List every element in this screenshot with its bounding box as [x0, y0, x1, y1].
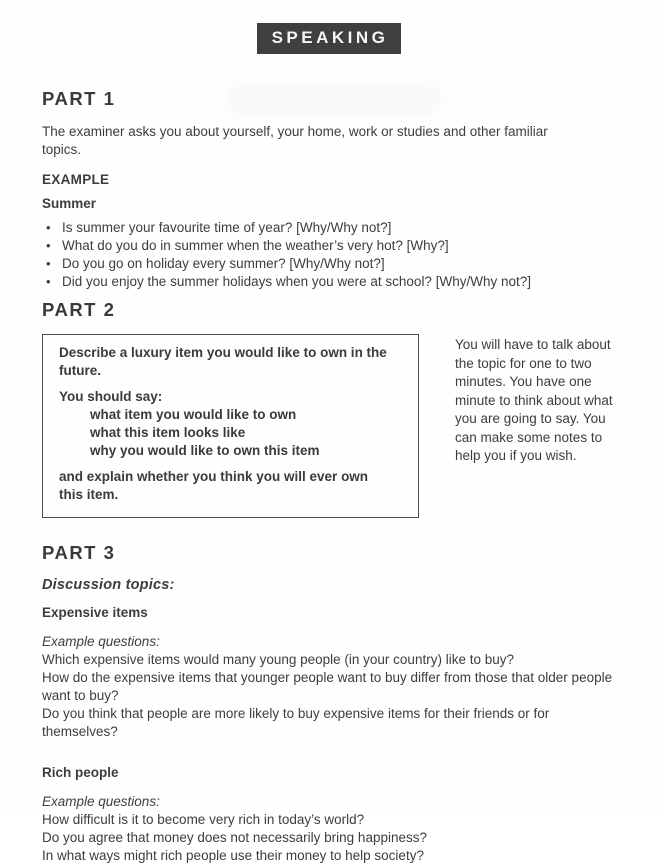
discussion-question: Do you agree that money does not necessarily bring happiness? [42, 830, 427, 845]
question-block [42, 633, 626, 741]
cue-card-point: what item you would like to own [90, 407, 297, 422]
part2-row [42, 334, 626, 518]
part3-section [42, 542, 626, 865]
part1-section [42, 88, 626, 291]
discussion-question: Which expensive items would many young people (in your country) like to buy? [42, 652, 514, 667]
cue-card-task: Describe a luxury item you would like to own in the future. [59, 345, 387, 378]
discussion-topics-label: Discussion topics: [42, 577, 175, 593]
topic-name: Expensive items [42, 605, 148, 620]
question-text: Did you enjoy the summer holidays when you were at school? [Why/Why not?] [62, 274, 531, 289]
part1-question [42, 237, 622, 255]
discussion-question: In what ways might rich people use their money to help society? [42, 848, 424, 863]
topic-block-expensive-items [42, 605, 626, 741]
part1-example-label: EXAMPLE [42, 172, 110, 187]
banner-row [42, 23, 616, 54]
part3-title: PART 3 [42, 542, 116, 563]
part1-question [42, 219, 622, 237]
part2-title: PART 2 [42, 299, 116, 320]
example-questions-label: Example questions: [42, 634, 160, 649]
topic-block-rich-people [42, 765, 626, 865]
part1-question [42, 273, 622, 291]
cue-card-say-label: You should say: [59, 389, 163, 404]
part1-question [42, 255, 622, 273]
part1-title: PART 1 [42, 88, 116, 109]
cue-card-point: what this item looks like [90, 425, 246, 440]
question-block [42, 793, 626, 865]
cue-card-point: why you would like to own this item [90, 443, 320, 458]
discussion-question: Do you think that people are more likely to buy expensive items for their friends or for themselves? [42, 706, 550, 739]
speaking-banner: SPEAKING [257, 23, 402, 54]
cue-card-points [59, 406, 402, 460]
part2-instructions: You will have to talk about the topic for one to two minutes. You have one minute to think about what you are going to say. You can make some notes to help you if you wish. [455, 337, 613, 463]
discussion-question: How do the expensive items that younger people want to buy differ from those that older people want to buy? [42, 670, 613, 703]
example-questions-label: Example questions: [42, 794, 160, 809]
cue-card [42, 334, 419, 518]
question-text: Do you go on holiday every summer? [Why/Why not?] [62, 256, 385, 271]
part1-question-list [42, 219, 626, 291]
part1-intro: The examiner asks you about yourself, your home, work or studies and other familiar topics. [42, 124, 548, 157]
question-text: What do you do in summer when the weather’s very hot? [Why?] [62, 238, 449, 253]
part2-section [42, 299, 626, 518]
topic-name: Rich people [42, 765, 119, 780]
cue-card-closing: and explain whether you think you will ever own this item. [59, 469, 369, 502]
discussion-question: How difficult is it to become very rich in today’s world? [42, 812, 365, 827]
part1-topic-label: Summer [42, 196, 97, 211]
question-text: Is summer your favourite time of year? [Why/Why not?] [62, 220, 392, 235]
